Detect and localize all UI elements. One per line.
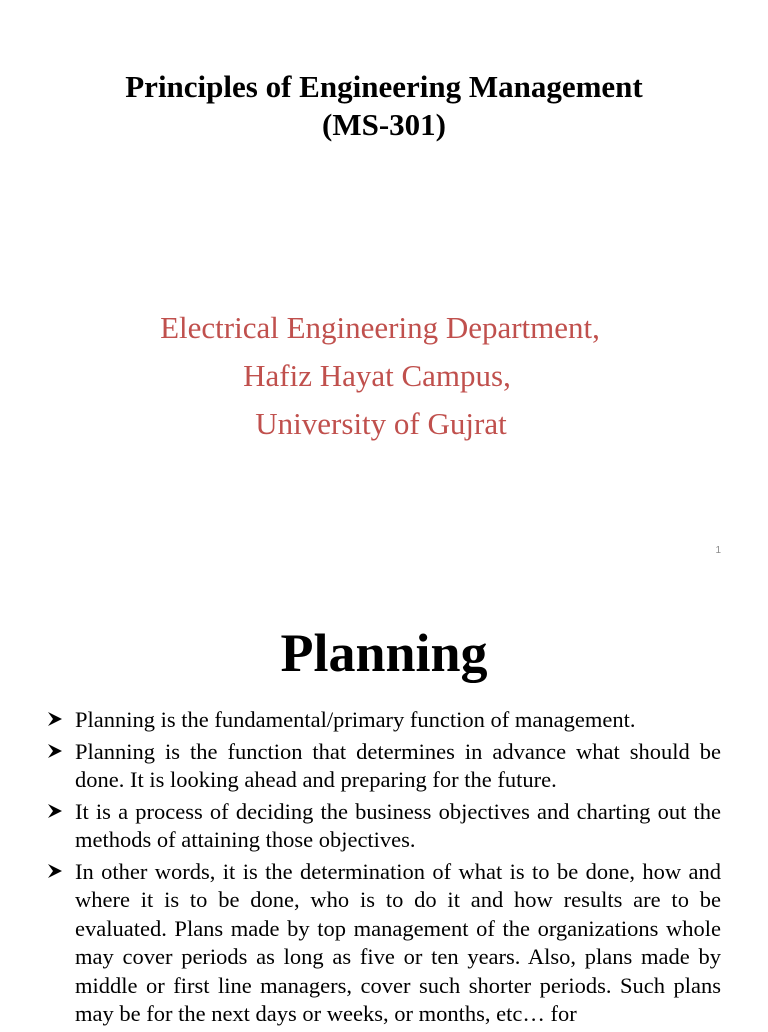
department-name: Electrical Engineering Department, — [160, 310, 600, 345]
bullet-text: Planning is the function that determines in advance what should be done. It is looking ahead and preparing for the future. — [75, 738, 721, 792]
bullet-item — [46, 858, 721, 1029]
course-title-line1: Principles of Engineering Management — [125, 69, 643, 104]
affiliation-block — [0, 304, 768, 448]
bullet-item — [46, 738, 721, 795]
arrow-bullet-icon — [46, 802, 64, 820]
university-name: University of Gujrat — [255, 406, 507, 441]
bullet-text: In other words, it is the determination of what is to be done, how and where it is to be done, who is to do it and how results are to be evaluated. Plans made by top management of the organizations whole may cover periods as long as five or ten years. Also, plans made by middle or first line managers, cover such shorter periods. Such plans may be for the next days or weeks, or months, etc… for — [75, 858, 721, 1026]
bullet-list — [46, 706, 721, 1032]
slide-title: Planning — [280, 623, 488, 683]
arrow-bullet-icon — [46, 710, 64, 728]
bullet-text: It is a process of deciding the business objectives and charting out the methods of attaining those objectives. — [75, 798, 721, 852]
bullet-item — [46, 706, 721, 735]
campus-name: Hafiz Hayat Campus, — [243, 358, 511, 393]
arrow-bullet-icon — [46, 742, 64, 760]
bullet-item — [46, 798, 721, 855]
slide-number: 1 — [715, 545, 721, 556]
planning-slide — [0, 570, 768, 1024]
course-code: (MS-301) — [322, 107, 446, 142]
bullet-text: Planning is the fundamental/primary function of management. — [75, 707, 636, 732]
course-title — [0, 68, 768, 144]
arrow-bullet-icon — [46, 862, 64, 880]
